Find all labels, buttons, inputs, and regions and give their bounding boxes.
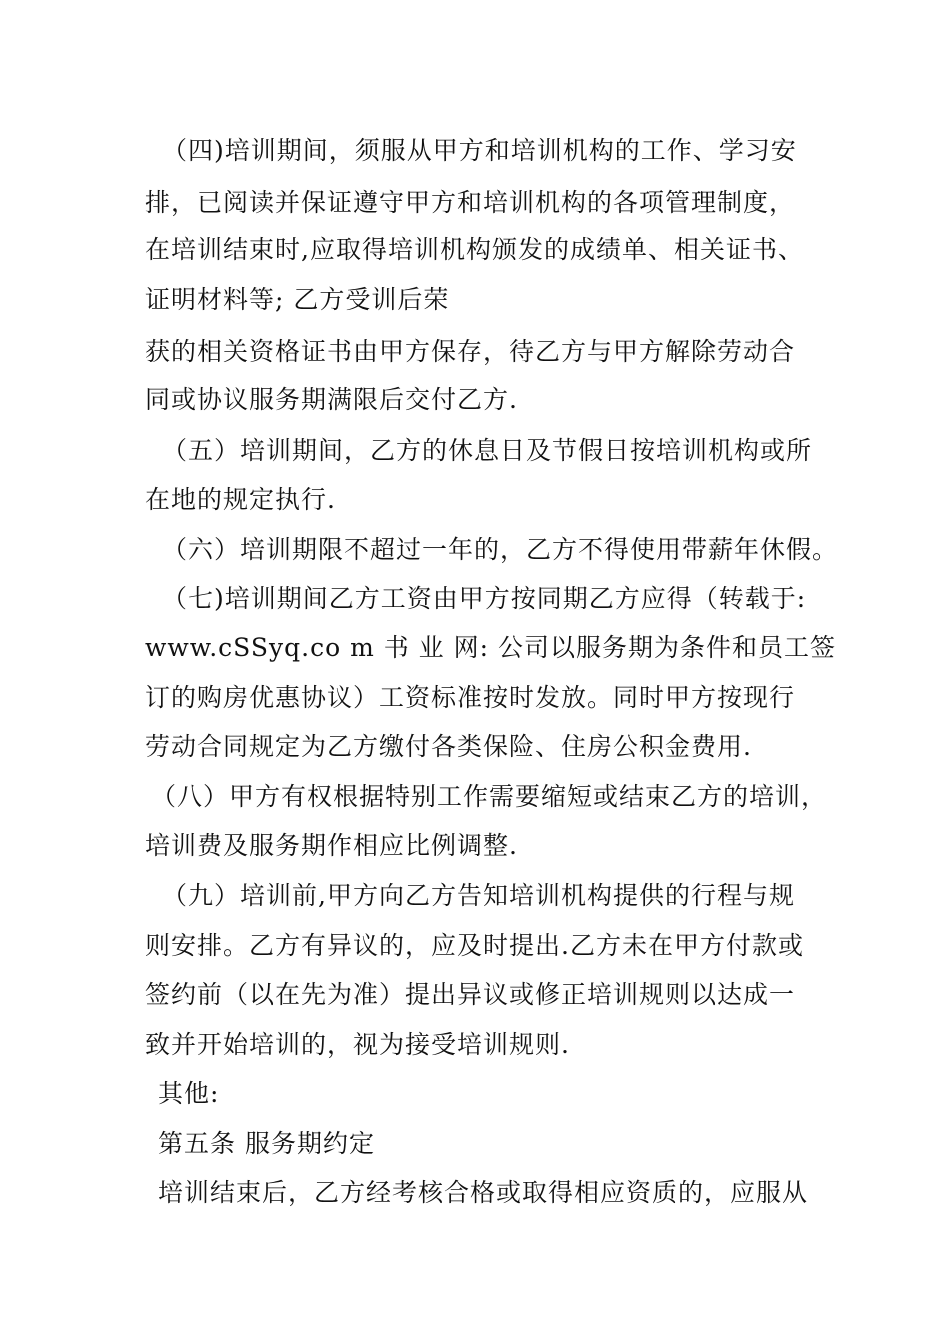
- text-line: 则安排。乙方有异议的，应及时提出.乙方未在甲方付款或: [145, 931, 804, 960]
- text-line: （八）甲方有权根据特别工作需要缩短或结束乙方的培训，: [151, 782, 828, 811]
- text-line: 签约前（以在先为准）提出异议或修正培训规则以达成一: [145, 980, 796, 1009]
- text-line: 获的相关资格证书由甲方保存，待乙方与甲方解除劳动合: [145, 337, 796, 366]
- text-line: （四)培训期间，须服从甲方和培训机构的工作、学习安: [162, 136, 797, 165]
- section-heading: 第五条 服务期约定: [158, 1129, 375, 1158]
- text-line: （五）培训期间，乙方的休息日及节假日按培训机构或所: [162, 436, 813, 465]
- text-line: 培训结束后，乙方经考核合格或取得相应资质的，应服从: [158, 1178, 809, 1207]
- text-line: 致并开始培训的，视为接受培训规则.: [145, 1030, 570, 1059]
- text-line: 证明材料等; 乙方受训后荣: [145, 285, 450, 314]
- text-line: 其他:: [158, 1079, 220, 1108]
- text-line: 排，已阅读并保证遵守甲方和培训机构的各项管理制度，: [145, 188, 796, 217]
- text-line: 在培训结束时,应取得培训机构颁发的成绩单、相关证书、: [145, 235, 804, 264]
- text-line: 在地的规定执行.: [145, 485, 336, 514]
- text-line: 订的购房优惠协议）工资标准按时发放。同时甲方按现行: [145, 683, 796, 712]
- text-line: （七)培训期间乙方工资由甲方按同期乙方应得（转载于:: [162, 584, 807, 613]
- text-line: （九）培训前,甲方向乙方告知培训机构提供的行程与规: [162, 881, 795, 910]
- text-line: 培训费及服务期作相应比例调整.: [145, 831, 518, 860]
- text-line: www.cSSyq.co m 书 业 网: 公司以服务期为条件和员工签: [145, 633, 836, 662]
- text-line: 同或协议服务期满限后交付乙方.: [145, 385, 518, 414]
- text-line: 劳动合同规定为乙方缴付各类保险、住房公积金费用.: [145, 732, 752, 761]
- text-line: （六）培训期限不超过一年的，乙方不得使用带薪年休假。: [162, 535, 839, 564]
